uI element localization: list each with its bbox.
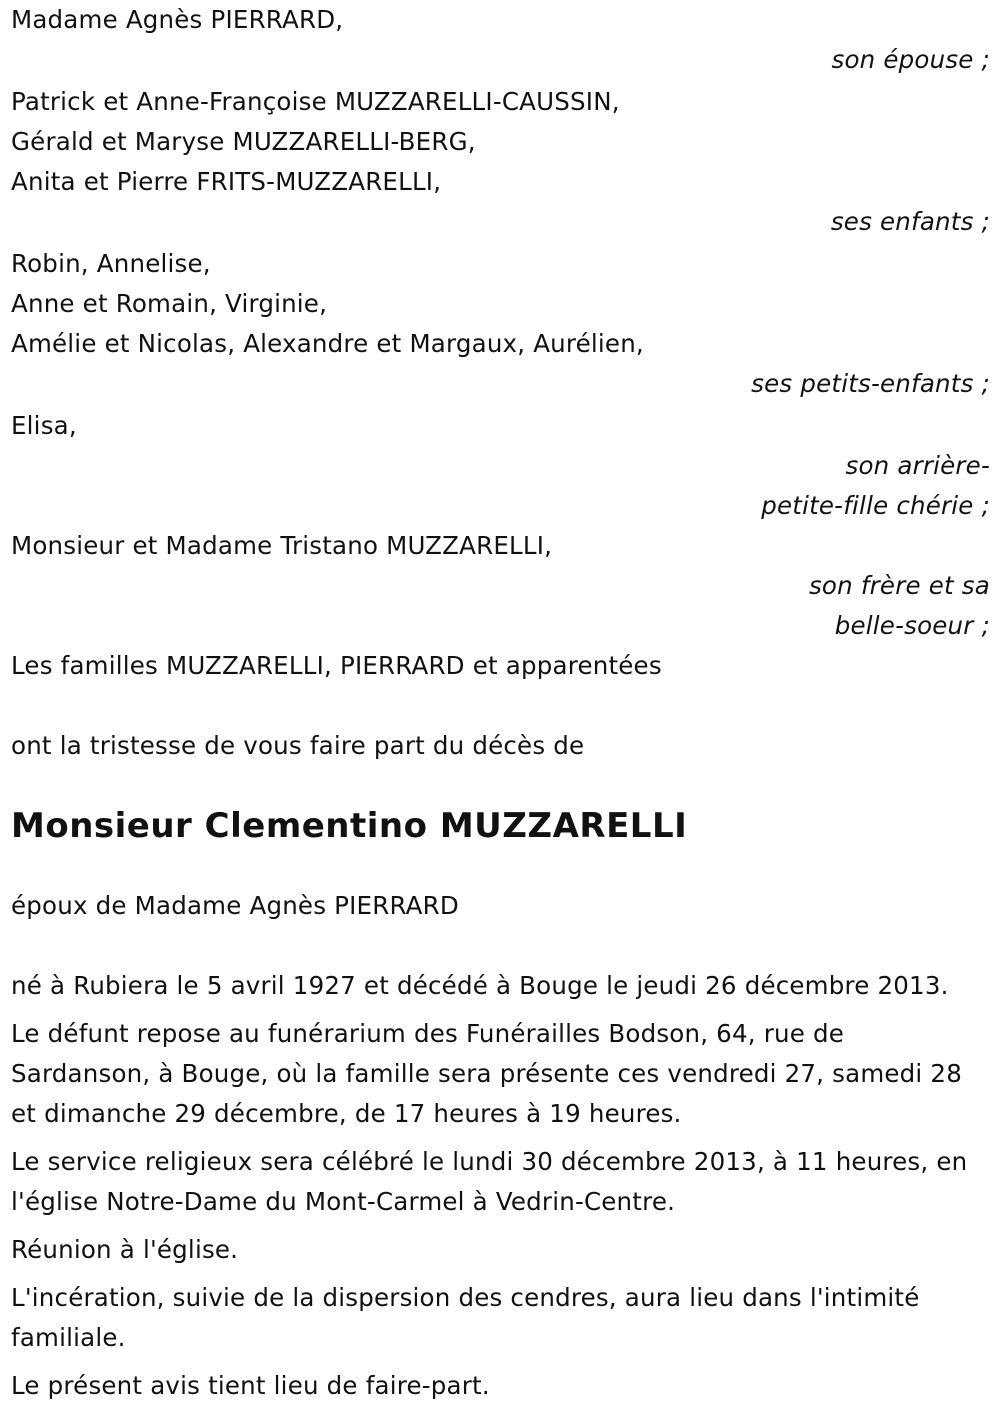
spouse-role: son épouse ; [831,45,990,74]
grandchildren-role: ses petits-enfants ; [751,369,990,398]
meeting-paragraph: Réunion à l'église. [11,1235,239,1264]
birth-death-paragraph: né à Rubiera le 5 avril 1927 et décédé à Bouge le jeudi 26 décembre 2013. [11,971,949,1000]
sibling-role: belle-soeur ; [834,611,990,640]
great-grandchild-block [11,406,990,526]
spouse-block [11,0,990,80]
spouse-of-text: époux de Madame Agnès PIERRARD [11,891,459,920]
siblings-block [11,526,990,646]
grandchildren-block [11,244,990,404]
child-line: Gérald et Maryse MUZZARELLI-BERG, [11,127,476,156]
great-grandchild-role: petite-fille chérie ; [761,491,990,520]
children-role: ses enfants ; [830,207,990,236]
great-grandchild-name: Elisa, [11,411,77,440]
funerarium-paragraph: Le défunt repose au funérarium des Funérailles Bodson, 64, rue de Sardanson, à Bouge, où la famille sera présente ces vendredi 27, samedi 28 et dimanche 29 décembre, de 17 heures à 19 heures. [11,1019,962,1128]
service-paragraph: Le service religieux sera célébré le lundi 30 décembre 2013, à 11 heures, en l'église Notre-Dame du Mont-Carmel à Vedrin-Centre. [11,1147,968,1216]
deceased-name: Monsieur Clementino MUZZARELLI [11,806,688,846]
families-line: Les familles MUZZARELLI, PIERRARD et apparentées [11,651,662,680]
grandchild-line: Amélie et Nicolas, Alexandre et Margaux, Aurélien, [11,329,644,358]
children-block [11,82,990,242]
notice-paragraph: Le présent avis tient lieu de faire-part. [11,1371,490,1400]
child-line: Patrick et Anne-Françoise MUZZARELLI-CAUSSIN, [11,87,620,116]
announcement-text: ont la tristesse de vous faire part du décès de [11,731,585,760]
sibling-name: Monsieur et Madame Tristano MUZZARELLI, [11,531,553,560]
grandchild-line: Anne et Romain, Virginie, [11,289,328,318]
grandchild-line: Robin, Annelise, [11,249,211,278]
child-line: Anita et Pierre FRITS-MUZZARELLI, [11,167,442,196]
spouse-name: Madame Agnès PIERRARD, [11,5,344,34]
sibling-role: son frère et sa [808,571,990,600]
cremation-paragraph: L'incération, suivie de la dispersion des cendres, aura lieu dans l'intimité familiale. [11,1283,920,1352]
great-grandchild-role: son arrière- [845,451,990,480]
